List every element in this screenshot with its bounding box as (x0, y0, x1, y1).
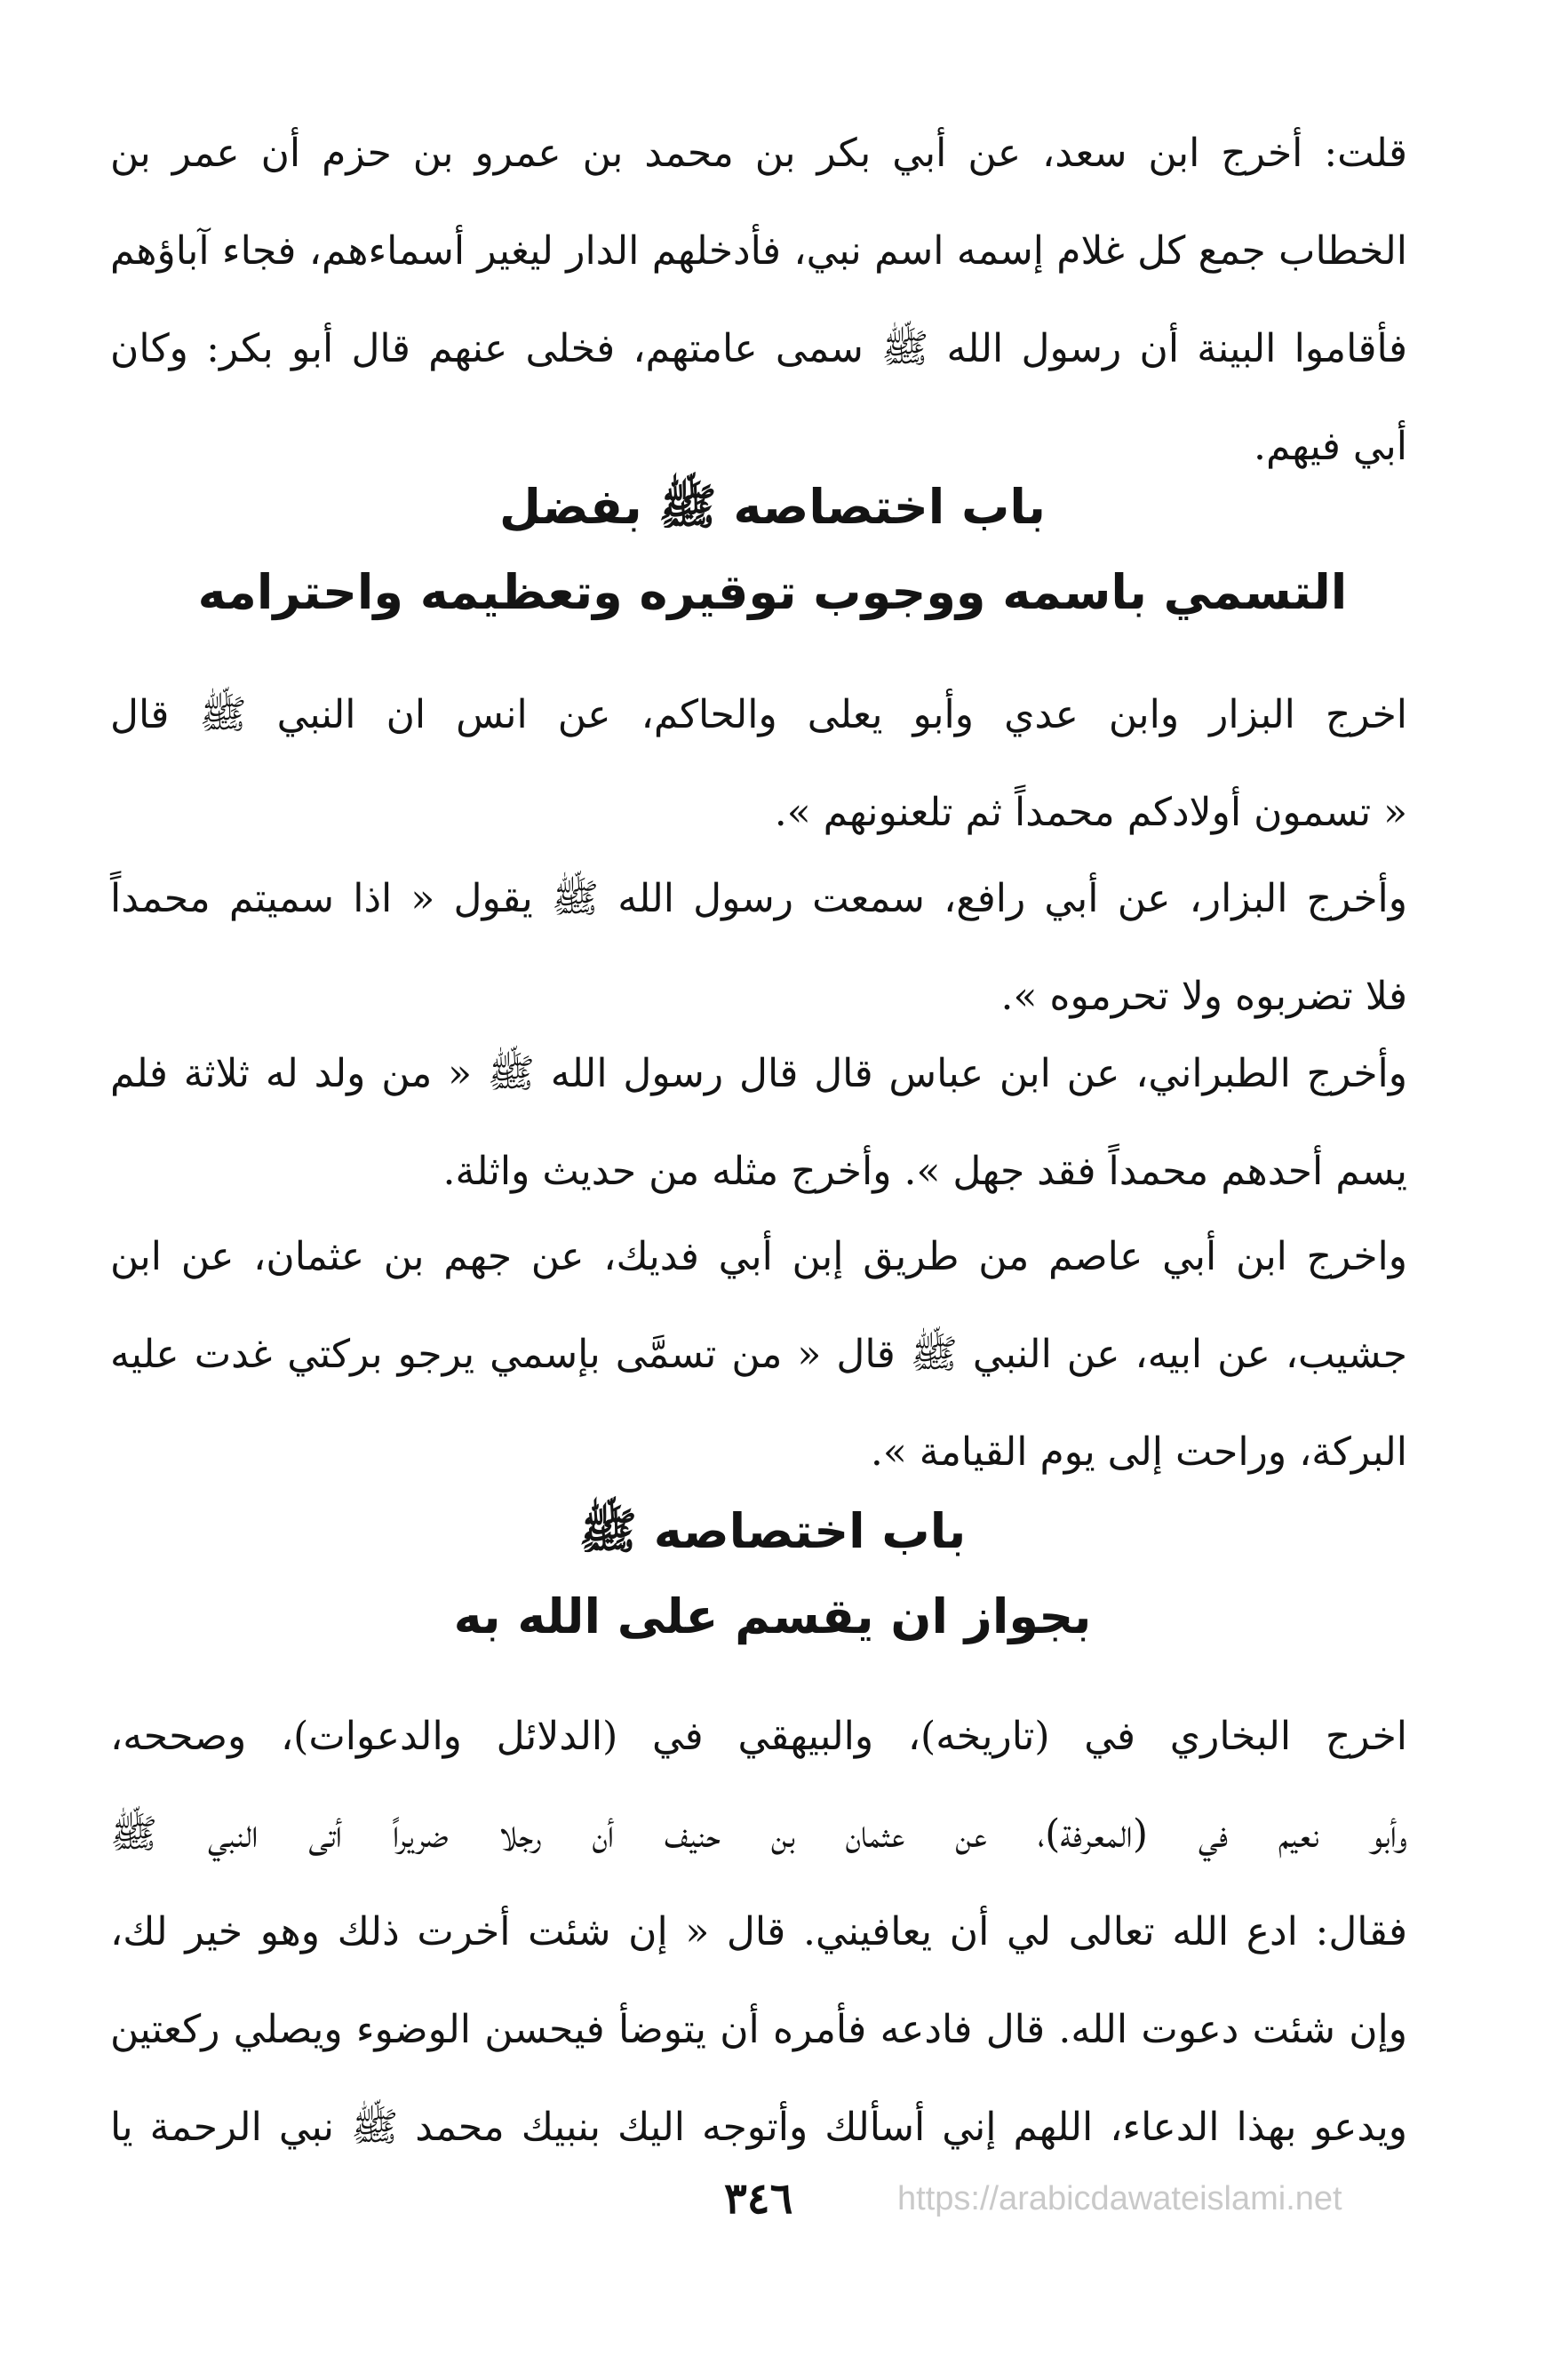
heading-line: باب اختصاصه ﷺ (578, 1503, 967, 1559)
paragraph-6 (110, 1688, 1407, 2177)
text-line: وإن شئت دعوت الله. قال فادعه فأمره أن يتوضأ فيحسن الوضوء ويصلي ركعتين (110, 2007, 1407, 2052)
heading-line: بجواز ان يقسم على الله به (453, 1588, 1092, 1644)
text-line: اخرج البخاري في (تاريخه)، والبيهقي في (الدلائل والدعوات)، وصححه، (110, 1714, 1407, 1759)
text-line: جشيب، عن ابيه، عن النبي ﷺ قال « من تسمَّى بإسمي يرجو بركتي غدت عليه (110, 1332, 1407, 1377)
paragraph-2 (110, 666, 1407, 862)
text-line: وأبو نعيم في (المعرفة)، عن عثمان بن حنيف أن رجلا ضريراً أتى النبي ﷺ (110, 1811, 1407, 1857)
page-footer (0, 2163, 1545, 2234)
watermark-url: https://arabicdawateislami.net (897, 2180, 1342, 2217)
text-line: فأقاموا البينة أن رسول الله ﷺ سمى عامتهم، فخلى عنهم قال أبو بكر: وكان (110, 326, 1407, 371)
paragraph-3 (110, 850, 1407, 1046)
text-line: ويدعو بهذا الدعاء، اللهم إني أسألك وأتوجه اليك بنبيك محمد ﷺ نبي الرحمة يا (110, 2105, 1407, 2150)
paragraph-5 (110, 1208, 1407, 1501)
text-line: اخرج البزار وابن عدي وأبو يعلى والحاكم، عن انس ان النبي ﷺ قال (110, 692, 1407, 737)
heading-line: باب اختصاصه ﷺ بفضل (499, 479, 1046, 535)
section-heading-1 (0, 465, 1545, 635)
text-line: فلا تضربوه ولا تحرموه ». (1000, 974, 1407, 1019)
text-line: البركة، وراحت إلى يوم القيامة ». (870, 1429, 1407, 1475)
text-line: يسم أحدهم محمداً فقد جهل ». وأخرج مثله من حديث واثلة. (442, 1149, 1407, 1194)
text-line: فقال: ادع الله تعالى لي أن يعافيني. قال « إن شئت أخرت ذلك وهو خير لك، (110, 1909, 1407, 1954)
text-line: « تسمون أولادكم محمداً ثم تلعنونهم ». (774, 790, 1407, 835)
paragraph-1 (110, 105, 1407, 496)
paragraph-4 (110, 1025, 1407, 1221)
text-line: وأخرج البزار، عن أبي رافع، سمعت رسول الله ﷺ يقول « اذا سميتم محمداً (110, 876, 1407, 921)
page-number: ٣٤٦ (724, 2174, 793, 2224)
text-line: وأخرج الطبراني، عن ابن عباس قال قال رسول الله ﷺ « من ولد له ثلاثة فلم (110, 1051, 1407, 1096)
text-line: واخرج ابن أبي عاصم من طريق إبن أبي فديك، عن جهم بن عثمان، عن ابن (110, 1234, 1407, 1279)
heading-line: التسمي باسمه ووجوب توقيره وتعظيمه واحترامه (197, 564, 1348, 620)
section-heading-2 (0, 1489, 1545, 1660)
text-line: أبي فيهم. (1254, 424, 1407, 469)
text-line: الخطاب جمع كل غلام إسمه اسم نبي، فأدخلهم الدار ليغير أسماءهم، فجاء آباؤهم (110, 228, 1407, 274)
text-line: قلت: أخرج ابن سعد، عن أبي بكر بن محمد بن عمرو بن حزم أن عمر بن (110, 131, 1407, 176)
